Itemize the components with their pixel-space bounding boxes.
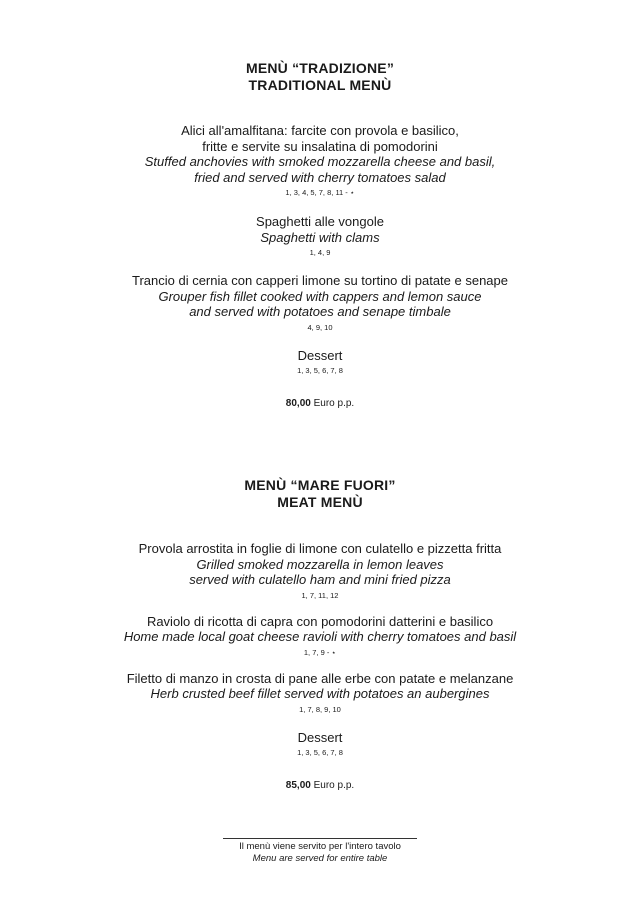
dish-name-en: served with culatello ham and mini fried pizza — [189, 572, 451, 587]
dish — [0, 730, 640, 760]
dish-name-it: fritte e servite su insalatina di pomodorini — [202, 138, 438, 154]
price-value: 85,00 — [285, 780, 311, 791]
allergens: 1, 3, 4, 5, 7, 8, 11 - ⋆ — [285, 188, 355, 197]
dish — [0, 348, 640, 378]
menu-price — [0, 397, 640, 411]
dish-name-en: and served with potatoes and senape timbale — [189, 304, 451, 319]
allergens: 4, 9, 10 — [307, 322, 333, 332]
dish — [0, 671, 640, 716]
dish — [0, 123, 640, 199]
footer-note-en: Menu are served for entire table — [252, 853, 388, 864]
menu-title-it: MENÙ “MARE FUORI” — [244, 477, 396, 493]
dish-name-en: Home made local goat cheese ravioli with cherry tomatoes and basil — [123, 629, 517, 644]
price-suffix: Euro p.p. — [313, 780, 355, 791]
dish-name-en: Spaghetti with clams — [260, 229, 380, 245]
price-suffix: Euro p.p. — [313, 398, 355, 409]
dish-name-it: Dessert — [297, 347, 343, 363]
footer-note-it: Il menù viene servito per l'intero tavolo — [239, 841, 401, 852]
dish-name-it: Spaghetti alle vongole — [256, 214, 384, 229]
dish-name-it: Provola arrostita in foglie di limone con culatello e pizzetta fritta — [138, 541, 502, 556]
dish-name-en: Stuffed anchovies with smoked mozzarella cheese and basil, — [144, 154, 496, 169]
menu-title-en: TRADITIONAL MENÙ — [248, 77, 392, 93]
allergens: 1, 3, 5, 6, 7, 8 — [297, 366, 343, 375]
dish-name-it: Raviolo di ricotta di capra con pomodorini datterini e basilico — [146, 613, 494, 629]
menu-mare-fuori — [0, 477, 640, 793]
dish-name-it: Alici all'amalfitana: farcite con provola e basilico, — [181, 123, 459, 138]
dish-name-en: Grilled smoked mozzarella in lemon leaves — [196, 556, 444, 572]
dish — [0, 614, 640, 659]
dish — [0, 273, 640, 334]
menu-title-en: MEAT MENÙ — [277, 494, 363, 510]
allergens: 1, 7, 11, 12 — [301, 590, 339, 600]
dish — [0, 541, 640, 602]
allergens: 1, 3, 5, 6, 7, 8 — [297, 748, 343, 757]
menu-price — [0, 779, 640, 793]
allergens: 1, 7, 9 - ⋆ — [303, 647, 337, 657]
footer-divider — [223, 838, 417, 839]
menu-tradizione — [0, 60, 640, 411]
dish-name-en: fried and served with cherry tomatoes salad — [194, 169, 446, 185]
allergens: 1, 7, 8, 9, 10 — [299, 704, 341, 714]
footer-note — [0, 838, 640, 865]
dish-name-it: Trancio di cernia con capperi limone su tortino di patate e senape — [131, 273, 509, 288]
dish — [0, 214, 640, 259]
allergens: 1, 4, 9 — [309, 248, 331, 257]
dish-name-it: Filetto di manzo in crosta di pane alle erbe con patate e melanzane — [126, 670, 514, 686]
menu-title-it: MENÙ “TRADIZIONE” — [245, 60, 395, 76]
price-value: 80,00 — [285, 398, 311, 409]
dish-name-it: Dessert — [297, 729, 343, 745]
dish-name-en: Herb crusted beef fillet served with potatoes an aubergines — [150, 686, 490, 701]
dish-name-en: Grouper fish fillet cooked with cappers and lemon sauce — [158, 288, 482, 304]
